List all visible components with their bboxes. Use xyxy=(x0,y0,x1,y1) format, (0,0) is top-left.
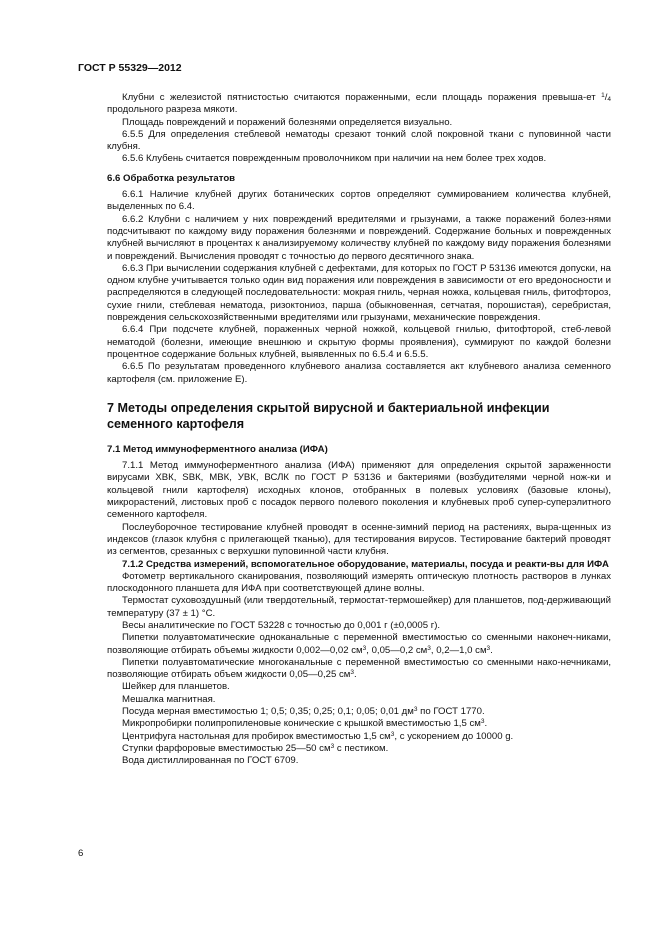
section-heading-7-1: 7.1 Метод иммуноферментного анализа (ИФА) xyxy=(107,443,328,455)
paragraph xyxy=(107,718,611,730)
text: Центрифуга настольная для пробирок вместимостью 1,5 см xyxy=(122,730,391,742)
paragraph xyxy=(107,657,611,682)
superscript: 3 xyxy=(486,644,491,652)
text: , с ускорением до 10000 g. xyxy=(394,730,514,742)
text: . xyxy=(484,718,488,730)
paragraph: 6.5.6 Клубень считается поврежденным проволочником при наличии на нем более трех ходов. xyxy=(122,153,547,165)
page-number: 6 xyxy=(78,848,84,859)
text: Пипетки полуавтоматические одноканальные с переменной вместимостью со сменными наконеч-никами, позволяющие отбирать объемы жидкости 0,002—0,02 см xyxy=(107,632,611,656)
paragraph: Клубни с железистой пятнистостью считаются пораженными, если площадь поражения превыша-ет $^1/_4$ продольного разреза мякоти. xyxy=(107,92,611,116)
page-body xyxy=(107,92,611,768)
paragraph xyxy=(107,632,611,657)
document-header: ГОСТ Р 55329—2012 xyxy=(78,62,182,74)
text: Микропробирки полипропиленовые конические с крышкой вместимостью 1,5 см xyxy=(122,718,481,730)
text: Посуда мерная вместимостью 1; 0,5; 0,35; 0,25; 0,1; 0,05; 0,01 дм xyxy=(122,706,414,718)
fraction-numerator: 1 xyxy=(601,92,605,99)
superscript: 3 xyxy=(413,706,418,714)
paragraph: 6.5.5 Для определения стеблевой нематоды срезают тонкий слой покровной ткани с пуповинной части клубня. xyxy=(107,128,611,153)
superscript: 3 xyxy=(480,718,485,726)
text: продольного разреза мякоти. xyxy=(107,104,238,116)
paragraph xyxy=(107,743,611,755)
paragraph: Термостат суховоздушный (или твердотельный, термостат-термошейкер) для планшетов, под-держивающий температуру (37 ± 1) °С. xyxy=(107,595,611,619)
text: с пестиком. xyxy=(334,742,389,754)
section-heading-7-1-2: 7.1.2 Средства измерений, вспомогательное оборудование, материалы, посуда и реакти-вы для ИФА xyxy=(122,558,609,570)
paragraph: 6.6.3 При вычислении содержания клубней с дефектами, для которых по ГОСТ Р 53136 имеются допуски, на одном клубне учитывается только один вид поражения или повреждения в зависимости от его вредоносности и распределяются в следующей последовательности: мокрая гниль, черная ножка, кольцевая гниль, фитофтороз, сухие гнили, стеблевая нематода, ризоктониоз, парша (обыкновенная, сетчатая, порошистая), серебристая, повреждения сельскохозяйственными вредителями или грызунами, механические повреждения. xyxy=(107,262,611,324)
paragraph: 6.6.2 Клубни с наличием у них повреждений вредителями и грызунами, а также поражений болез-нями подсчитывают по каждому виду поражения болезнями и повреждений. Содержание больных и поврежденных клубней вычисляют в процентах к анализируемому количеству клубней по каждому виду поражения болезнями и повреждений. Вычисления проводят с точностью до первого десятичного знака. xyxy=(107,213,611,262)
text: Пипетки полуавтоматические многоканальные с переменной вместимостью со сменными нако-нечниками, позволяющие отбирать объем жидкости 0,05—0,25 см xyxy=(107,656,611,681)
text: Клубни с железистой пятнистостью считаются пораженными, если площадь поражения превыша-ет xyxy=(122,92,602,103)
paragraph: Шейкер для планшетов. xyxy=(122,681,230,693)
superscript: 3 xyxy=(350,669,355,677)
paragraph: Мешалка магнитная. xyxy=(122,693,216,705)
paragraph xyxy=(107,731,611,743)
paragraph xyxy=(107,706,611,718)
text: , 0,2—1,0 см xyxy=(430,644,487,656)
superscript: 3 xyxy=(362,644,367,652)
superscript: 3 xyxy=(330,742,335,750)
section-heading-7: 7 Методы определения скрытой вирусной и бактериальной инфекции семенного картофеля xyxy=(107,400,550,431)
superscript: 3 xyxy=(390,730,395,738)
paragraph: Вода дистиллированная по ГОСТ 6709. xyxy=(122,755,299,767)
section-heading-6-6: 6.6 Обработка результатов xyxy=(107,172,236,184)
text: , 0,05—0,2 см xyxy=(366,644,428,656)
paragraph: Площадь повреждений и поражений болезнями определяется визуально. xyxy=(122,116,453,128)
paragraph: 6.6.4 При подсчете клубней, пораженных черной ножкой, кольцевой гнилью, фитофторой, стеб-левой нематодой (болезни, имеющие внешнюю и скрытую формы проявления), суммируют по каждой болезни процентное содержание больных клубней, выявленных по 6.5.4 и 6.5.5. xyxy=(107,324,611,360)
text: . xyxy=(490,644,493,656)
paragraph: Весы аналитические по ГОСТ 53228 с точностью до 0,001 г (±0,0005 г). xyxy=(122,619,441,631)
fraction-denominator: 4 xyxy=(607,96,611,103)
text: Ступки фарфоровые вместимостью 25—50 см xyxy=(122,742,331,754)
paragraph: Послеуборочное тестирование клубней проводят в осенне-зимний период на растениях, выра-щенных из индексов (глазок клубня с прилегающей тканью), для тестирования вирусов. Тестирование бактерий проводят из сегментов, срезанных с верхушки пуповинной части клубня. xyxy=(107,521,611,558)
text: . xyxy=(354,669,357,681)
paragraph: 7.1.1 Метод иммуноферментного анализа (ИФА) применяют для определения скрытой зараженности вирусами ХВК, SВК, МВК, УВК, ВСЛК по ГОСТ Р 53136 и бактериями (возбудителями черной нож-ки и кольцевой гнили картофеля) исходных клонов, отобранных в полевых условиях (базовые клоны), микрорастений, листовых проб с посадок первого полевого поколения и клубневых проб супер-суперэлитного семенного картофеля. xyxy=(107,460,611,521)
paragraph: 6.6.5 По результатам проведенного клубневого анализа составляется акт клубневого анализа семенного картофеля (см. приложение Е). xyxy=(107,361,611,385)
paragraph: Фотометр вертикального сканирования, позволяющий измерять оптическую плотность растворов в лунках плоскодонного планшета для ИФА при соответствующей длине волны. xyxy=(107,570,611,595)
text: по ГОСТ 1770. xyxy=(417,706,485,718)
paragraph: 6.6.1 Наличие клубней других ботанических сортов определяют суммированием количества клубней, выделенных по 6.4. xyxy=(107,189,611,213)
superscript: 3 xyxy=(427,644,431,652)
